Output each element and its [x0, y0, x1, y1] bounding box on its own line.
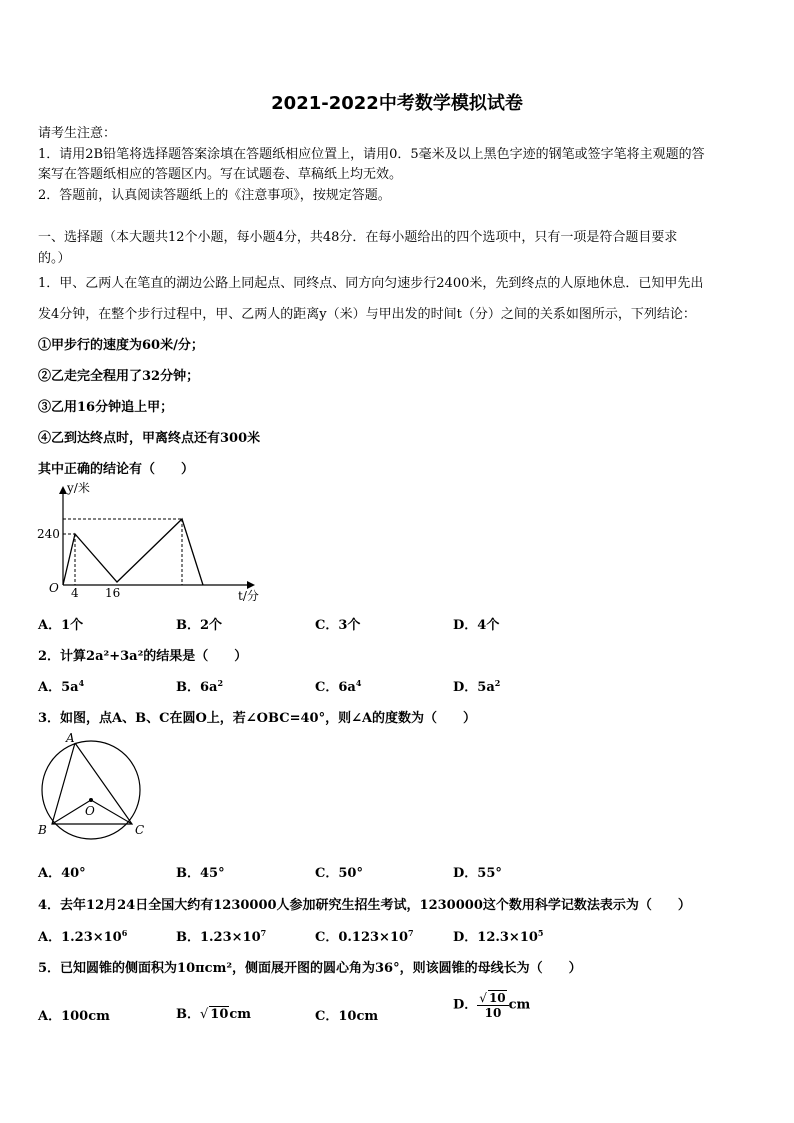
q4-option-d: D．$12.3\times 10^5$	[453, 928, 544, 945]
q4-option-b: B．$1.23\times 10^7$	[176, 928, 267, 945]
q1-conclusion-4: ④乙到达终点时，甲离终点还有300米	[38, 431, 261, 446]
q2-option-b: B．$6a^2$	[176, 678, 224, 695]
q1-stem-line-1: 1．甲、乙两人在笔直的湖边公路上同起点、同终点、同方向匀速步行2400米，先到终点的人原地休息．已知甲先出	[38, 276, 704, 291]
q5-option-c: C．10cm	[315, 1009, 379, 1024]
q1-option-a: A．1个	[38, 618, 84, 633]
q2-option-c: C．$6a^4$	[315, 678, 362, 695]
q5-stem: 5．已知圆锥的侧面积为10πcm²，侧面展开图的圆心角为36°，则该圆锥的母线长为（ ）	[38, 961, 582, 976]
x-axis-label: t/分	[238, 589, 259, 603]
q3-option-a: A．40°	[38, 866, 86, 881]
notice-line-2: 案写在答题纸相应的答题区内。写在试题卷、草稿纸上均无效。	[38, 167, 403, 182]
q5-option-b: B．√ 10cm	[176, 1007, 252, 1022]
segment-oc	[91, 800, 132, 824]
q1-distance-time-graph	[34, 478, 264, 604]
q5-option-d: D． $\frac{√ 10}{10}$ cm	[453, 991, 531, 1020]
q5-option-a: A．100cm	[38, 1009, 110, 1024]
q2-option-d: D．$5a^2$	[453, 678, 501, 695]
q1-conclusion-2: ②乙走完全程用了32分钟；	[38, 369, 200, 384]
fraction: $\frac{√ 10}{10}$	[477, 990, 508, 1020]
q4-option-a: A．$1.23\times 10^6$	[38, 928, 128, 945]
x-tick-4: 4	[71, 586, 79, 600]
q1-option-d: D．4个	[453, 618, 500, 633]
q1-question: 其中正确的结论有（ ）	[38, 462, 195, 477]
q1-conclusion-3: ③乙用16分钟追上甲；	[38, 400, 174, 415]
section-header-line-1: 一、选择题（本大题共12个小题，每小题4分，共48分．在每小题给出的四个选项中，只有一项是符合题目要求	[38, 230, 678, 245]
q1-option-b: B．2个	[176, 618, 223, 633]
page-title: 2021-2022中考数学模拟试卷	[271, 93, 523, 114]
label-c: C	[135, 823, 145, 837]
notice-line-1: 1．请用2B铅笔将选择题答案涂填在答题纸相应位置上，请用0．5毫米及以上黑色字迹的钢笔或签字笔将主观题的答	[38, 147, 705, 162]
center-point	[89, 798, 93, 802]
q3-option-b: B．45°	[176, 866, 225, 881]
label-o: O	[85, 804, 95, 818]
x-tick-16: 16	[105, 586, 121, 600]
y-axis-arrow	[59, 486, 67, 494]
sqrt-radicand: 10	[210, 1007, 229, 1022]
q1-option-c: C．3个	[315, 618, 361, 633]
q3-circle-figure	[34, 730, 154, 840]
q2-stem: 2．计算2a²+3a²的结果是（ ）	[38, 649, 248, 664]
q4-option-c: C．$0.123\times 10^7$	[315, 928, 414, 945]
q1-stem-line-2: 发4分钟，在整个步行过程中，甲、乙两人的距离y（米）与甲出发的时间t（分）之间的关系如图所示，下列结论：	[38, 307, 696, 322]
q4-stem: 4．去年12月24日全国大约有1230000人参加研究生招生考试，1230000这个数用科学记数法表示为（ ）	[38, 898, 691, 913]
x-axis-arrow	[247, 581, 255, 589]
notice-heading: 请考生注意：	[38, 126, 117, 141]
origin-label: O	[49, 581, 59, 595]
y-tick-240: 240	[37, 527, 60, 541]
label-a: A	[66, 731, 75, 745]
section-header-line-2: 的。）	[38, 251, 71, 266]
label-b: B	[38, 823, 47, 837]
q3-stem: 3．如图，点A、B、C在圆O上，若∠OBC=40°，则∠A的度数为（ ）	[38, 711, 477, 726]
q3-option-c: C．50°	[315, 866, 363, 881]
notice-line-3: 2．答题前，认真阅读答题纸上的《注意事项》，按规定答题。	[38, 188, 391, 203]
y-axis-label: y/米	[67, 481, 90, 495]
q2-option-a: A．$5a^4$	[38, 678, 85, 695]
q1-conclusion-1: ①甲步行的速度为60米/分；	[38, 338, 204, 353]
q3-option-d: D．55°	[453, 866, 502, 881]
